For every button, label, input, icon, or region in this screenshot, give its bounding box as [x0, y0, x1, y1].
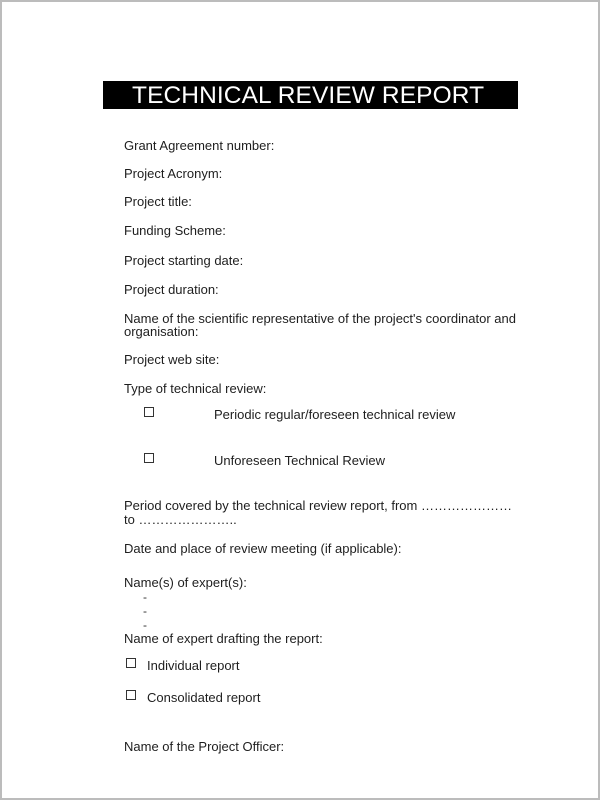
unforeseen-review-checkbox[interactable]: [144, 453, 154, 463]
expert-list-item: -: [143, 590, 147, 604]
project-duration-label: Project duration:: [124, 282, 219, 297]
type-of-technical-review-label: Type of technical review:: [124, 381, 267, 396]
individual-report-checkbox[interactable]: [126, 658, 136, 668]
project-starting-date-label: Project starting date:: [124, 253, 244, 268]
project-acronym-label: Project Acronym:: [124, 166, 223, 181]
periodic-review-label: Periodic regular/foreseen technical review: [214, 407, 456, 422]
names-of-experts-label: Name(s) of expert(s):: [124, 575, 247, 590]
periodic-review-checkbox[interactable]: [144, 407, 154, 417]
document-title: TECHNICAL REVIEW REPORT: [132, 82, 485, 109]
project-officer-label: Name of the Project Officer:: [124, 739, 285, 754]
project-title-label: Project title:: [124, 194, 192, 209]
title-bar: [103, 81, 518, 109]
project-web-site-label: Project web site:: [124, 352, 220, 367]
period-covered-label-line1: Period covered by the technical review report, from …………………: [124, 498, 512, 513]
funding-scheme-label: Funding Scheme:: [124, 223, 226, 238]
scientific-representative-label-line2: organisation:: [124, 324, 199, 339]
expert-drafting-label: Name of expert drafting the report:: [124, 631, 323, 646]
consolidated-report-label: Consolidated report: [147, 690, 261, 705]
period-covered-label-line2: to …………………..: [124, 512, 237, 527]
individual-report-label: Individual report: [147, 658, 240, 673]
grant-agreement-number-label: Grant Agreement number:: [124, 138, 275, 153]
date-and-place-label: Date and place of review meeting (if applicable):: [124, 541, 402, 556]
expert-list-item: -: [143, 618, 147, 632]
consolidated-report-checkbox[interactable]: [126, 690, 136, 700]
unforeseen-review-label: Unforeseen Technical Review: [214, 453, 386, 468]
expert-list-item: -: [143, 604, 147, 618]
scientific-representative-label-line1: Name of the scientific representative of the project's coordinator and: [124, 311, 516, 326]
